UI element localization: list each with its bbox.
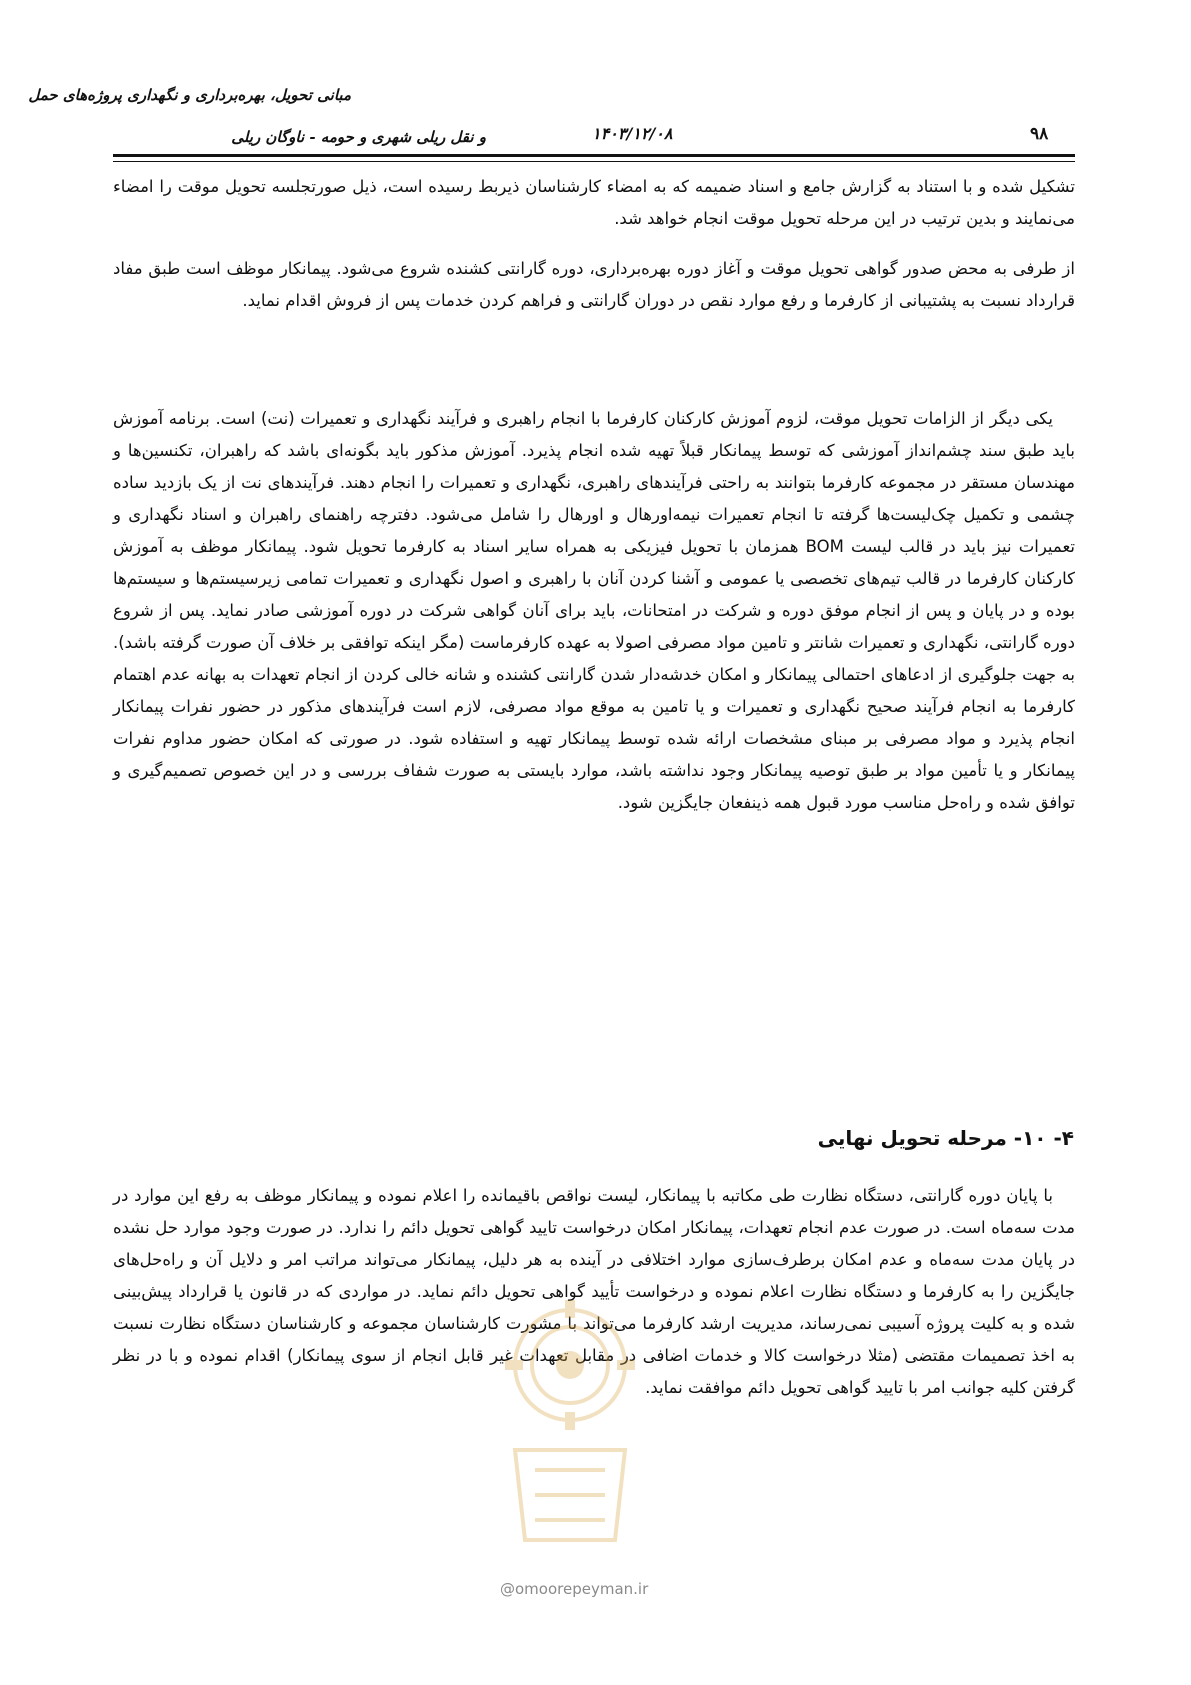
paragraph-final-delivery-text: با پایان دوره گارانتی، دستگاه نظارت طی مکاتبه با پیمانکار، لیست نواقص باقیمانده را اعلام نموده و پیمانکار موظف به رفع این موارد در مدت سه‌ماه است. در صورت عدم انجام تعهدات، پیمانکار امکان درخواست تایید گواهی تحویل دائم را ندارد. در صورت وجود موارد حل نشده در پایان مدت سه‌ماه و عدم امکان برطرف‌سازی موارد اختلافی در آینده به هر دلیل، پیمانکار می‌تواند مراتب امر و دلایل آن و راه‌حل‌های جایگزین را به کارفرما و دستگاه نظارت اعلام نموده و درخواست تأیید گواهی تحویل دائم نماید. در مواردی که در قانون یا قرارداد پیش‌بینی شده و به کلیت پروژه آسیبی نمی‌رساند، مدیریت ارشد کارفرما می‌تواند با مشورت کارشناسان مجموعه و کارشناسان دستگاه نظارت نسبت به اخذ تصمیمات مقتضی (مثلا درخواست کالا و خدمات اضافی در مقابل تعهدات غیر قابل انجام از سوی پیمانکار) اقدام نموده و با در نظر گرفتن کلیه جوانب امر با تایید گواهی تحویل دائم موافقت نماید.: [113, 1186, 1075, 1397]
watermark-url: @omoorepeyman.ir: [500, 1580, 649, 1598]
header-date: ۱۴۰۳/۱۲/۰۸: [592, 124, 673, 143]
paragraph-final-delivery: [113, 1180, 1075, 1404]
running-header-title-line-2: و نقل ریلی شهری و حومه - ناوگان ریلی: [231, 128, 486, 146]
intro-paragraph-text: تشکیل شده و با استناد به گزارش جامع و اسناد ضمیمه که به امضاء کارشناسان ذیربط رسیده است، ذیل صورتجلسه تحویل موقت را امضاء می‌نمایند و بدین ترتیب در این مرحله تحویل موقت انجام خواهد شد.: [113, 177, 1075, 228]
intro-paragraph: [113, 171, 1075, 235]
paragraph-guarantee: [113, 253, 1075, 317]
paragraph-guarantee-text: از طرفی به محض صدور گواهی تحویل موقت و آغاز دوره بهره‌برداری، دوره گارانتی کشنده شروع می‌شود. پیمانکار موظف است طبق مفاد قرارداد نسبت به پشتیبانی از کارفرما و رفع موارد نقص در دوران گارانتی و فراهم کردن خدمات پس از فروش اقدام نماید.: [113, 259, 1075, 310]
running-header-title-line-1: مبانی تحویل، بهره‌برداری و نگهداری پروژه‌های حمل: [28, 86, 351, 104]
paragraph-training-text: یکی دیگر از الزامات تحویل موقت، لزوم آموزش کارکنان کارفرما با انجام راهبری و فرآیند نگهداری و تعمیرات (نت) است. برنامه آموزش باید طبق سند چشم‌انداز آموزشی که توسط پیمانکار قبلاً تهیه شده انجام پذیرد. آموزش مذکور باید بگونه‌ای باشد که راهبران، تکنسین‌ها و مهندسان مستقر در مجموعه کارفرما بتوانند به راحتی فرآیندهای راهبری، نگهداری و تعمیرات را انجام دهند. فرآیندهای نت از یک بازدید ساده چشمی و تکمیل چک‌لیست‌ها گرفته تا انجام تعمیرات نیمه‌اورهال و اورهال را شامل می‌شود. دفترچه راهنمای راهبران و اسناد نگهداری و تعمیرات نیز باید در قالب لیست BOM همزمان با تحویل فیزیکی به همراه سایر اسناد به کارفرما تحویل شود. پیمانکار موظف به آموزش کارکنان کارفرما در قالب تیم‌های تخصصی یا عمومی و آشنا کردن آنان با راهبری و اصول نگهداری و تعمیرات تمامی زیرسیستم‌ها و سیستم‌ها بوده و در پایان و پس از انجام موفق دوره و شرکت در امتحانات، باید برای آنان گواهی شرکت در دوره آموزشی صادر نماید. پس از شروع دوره گارانتی، نگهداری و تعمیرات شانتر و تامین مواد مصرفی اصولا به عهده کارفرماست (مگر اینکه توافقی بر خلاف آن صورت گرفته باشد). به جهت جلوگیری از ادعاهای احتمالی پیمانکار و امکان خدشه‌دار شدن گارانتی کشنده و شانه خالی کردن از انجام تعهدات به بهانه عدم اهتمام کارفرما به انجام فرآیند صحیح نگهداری و تعمیرات و یا تامین به موقع مواد مصرفی، لازم است فرآیندهای مذکور در حضور نفرات پیمانکار انجام پذیرد و مواد مصرفی بر مبنای مشخصات ارائه شده توسط پیمانکار تهیه و استفاده شود. در صورتی که امکان حضور مداوم نفرات پیمانکار و یا تأمین مواد بر طبق توصیه پیمانکار وجود نداشته باشد، موارد بایستی به صورت شفاف بررسی و در این خصوص تصمیم‌گیری و توافق شده و راه‌حل مناسب مورد قبول همه ذینفعان جایگزین شود.: [113, 409, 1075, 812]
header-rule-thick: [113, 154, 1075, 157]
section-heading: ۴- ۱۰- مرحله تحویل نهایی: [817, 1126, 1074, 1150]
page-number: ۹۸: [1030, 124, 1049, 144]
paragraph-training: [113, 403, 1075, 819]
header-rule-thin: [113, 161, 1075, 162]
